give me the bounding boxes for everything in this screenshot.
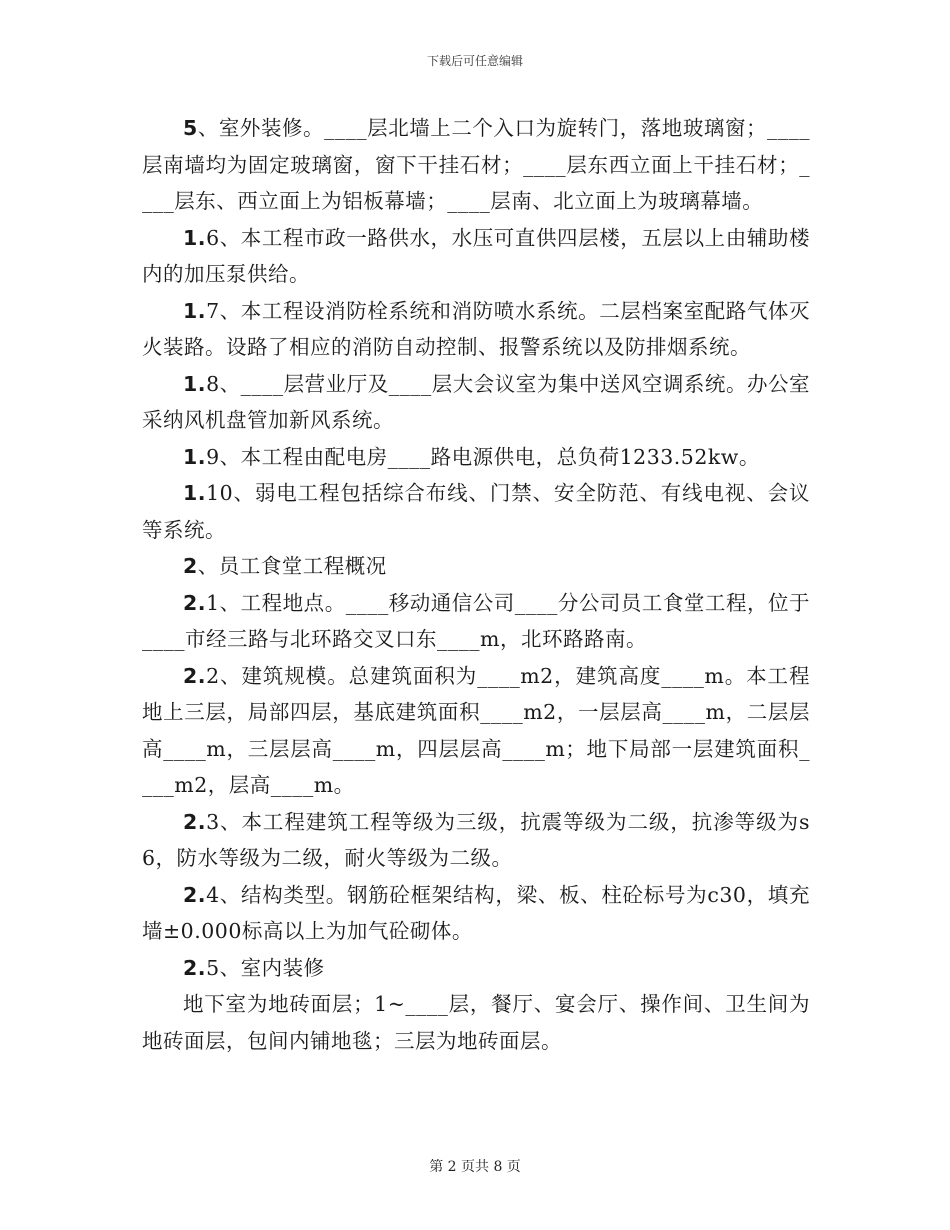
document-body (142, 110, 810, 1059)
paragraph-text: 地下室为地砖面层；1~____层，餐厅、宴会厅、操作间、卫生间为地砖面层，包间内铺地毯；三层为地砖面层。 (142, 992, 810, 1053)
paragraph-text: 5、室内装修 (206, 955, 325, 980)
paragraph-2-4-structure (142, 877, 810, 950)
paragraph-number: 1. (183, 481, 207, 505)
paragraph-2-5-interior-finish (142, 950, 810, 987)
paragraph-interior-detail (142, 986, 810, 1059)
page-header: 下载后可任意编辑 (426, 54, 523, 68)
paragraph-number: 2. (183, 955, 207, 980)
paragraph-2-2-scale (142, 658, 810, 804)
paragraph-1-7-fire-protection (142, 293, 810, 366)
paragraph-number: 2. (183, 663, 207, 688)
paragraph-number: 1. (183, 371, 207, 396)
paragraph-text: 、室外装修。____层北墙上二个入口为旋转门，落地玻璃窗；____层南墙均为固定玻璃窗，窗下干挂石材；____层东西立面上干挂石材；____层东、西立面上为铝板幕墙；____层南、北立面上为玻璃幕墙。 (142, 116, 810, 213)
page-footer: 第 2 页共 8 页 (429, 1159, 521, 1175)
paragraph-number: 1. (183, 225, 207, 250)
paragraph-2-1-location (142, 585, 810, 658)
paragraph-text: 10、弱电工程包括综合布线、门禁、安全防范、有线电视、会议等系统。 (142, 481, 810, 542)
section-heading-canteen (142, 548, 810, 585)
paragraph-text: 4、结构类型。钢筋砼框架结构，梁、板、柱砼标号为c30，填充墙±0.000标高以上为加气砼砌体。 (142, 882, 810, 943)
paragraph-1-8-air-conditioning (142, 366, 810, 439)
paragraph-number: 1. (183, 444, 207, 469)
paragraph-1-6-water-supply (142, 220, 810, 293)
paragraph-1-9-power-supply (142, 439, 810, 476)
paragraph-text: 8、____层营业厅及____层大会议室为集中送风空调系统。办公室采纳风机盘管加新风系统。 (142, 371, 810, 432)
paragraph-text: 1、工程地点。____移动通信公司____分公司员工食堂工程，位于____市经三路与北环路交叉口东____m，北环路路南。 (142, 590, 810, 651)
paragraph-5-exterior-finish (142, 110, 810, 220)
paragraph-number: 2. (183, 590, 207, 615)
paragraph-1-10-low-voltage (142, 475, 810, 548)
paragraph-text: 9、本工程由配电房____路电源供电，总负荷1233.52kw。 (206, 444, 760, 469)
paragraph-text: 3、本工程建筑工程等级为三级，抗震等级为二级，抗渗等级为s6，防水等级为二级，耐火等级为二级。 (142, 809, 810, 870)
paragraph-text: 7、本工程设消防栓系统和消防喷水系统。二层档案室配路气体灭火装路。设路了相应的消防自动控制、报警系统以及防排烟系统。 (142, 298, 810, 359)
paragraph-number: 2. (183, 882, 207, 907)
paragraph-text: 2、建筑规模。总建筑面积为____m2，建筑高度____m。本工程地上三层，局部四层，基底建筑面积____m2，一层层高____m，二层层高____m，三层层高____m，四层层高____m；地下局部一层建筑面积____m2，层高____m。 (142, 663, 810, 797)
paragraph-2-3-grades (142, 804, 810, 877)
paragraph-number: 2 (183, 554, 198, 578)
paragraph-text: 6、本工程市政一路供水，水压可直供四层楼，五层以上由辅助楼内的加压泵供给。 (142, 225, 810, 286)
paragraph-text: 、员工食堂工程概况 (197, 554, 387, 578)
paragraph-number: 1. (183, 298, 207, 323)
paragraph-number: 2. (183, 809, 207, 834)
paragraph-number: 5 (183, 116, 198, 140)
